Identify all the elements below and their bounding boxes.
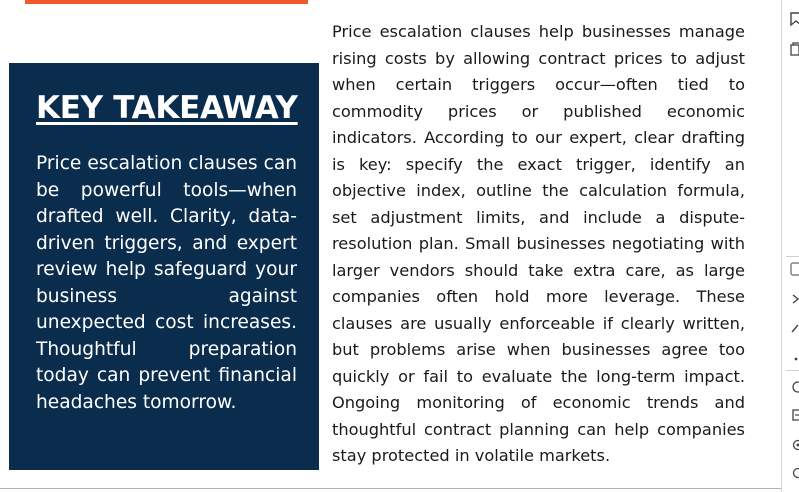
chevron-icon[interactable] (790, 290, 799, 304)
share-icon[interactable] (790, 408, 799, 422)
bookmark-icon[interactable] (790, 12, 799, 26)
arrow-up-icon[interactable] (790, 322, 799, 336)
accent-bar (25, 0, 308, 4)
more-icon[interactable] (790, 352, 799, 366)
settings-icon[interactable] (790, 438, 799, 452)
article-paragraph: Price escalation clauses help businesses manage rising costs by allowing contract prices to adjust when certain triggers occur—often tied to commodity prices or published economic indicators. According to our expert, clear drafting is key: specify the exact trigger, identify an objective index, outline the calculation formula, set adjustment limits, and include a dispute-resolution plan. Small businesses negotiating with larger vendors should take extra care, as large companies often hold more leverage. These clauses are usually enforceable if clearly written, but problems arise when businesses agree too quickly or fail to evaluate the long-term impact. Ongoing monitoring of economic trends and thoughtful contract planning can help companies stay protected in volatile markets. (332, 22, 745, 465)
side-toolbar (781, 0, 799, 492)
expand-icon[interactable] (790, 262, 799, 276)
side-toolbar-divider (786, 370, 799, 371)
key-takeaway-title: KEY TAKEAWAY (36, 90, 298, 126)
info-icon[interactable] (790, 466, 799, 480)
comment-icon[interactable] (790, 380, 799, 394)
key-takeaway-box (9, 63, 319, 470)
side-toolbar-divider (786, 256, 799, 257)
key-takeaway-body: Price escalation clauses can be powerful tools—when drafted well. Clarity, data-driven triggers, and expert review help safeguard your business against unexpected cost increases. Thoughtful preparation today can prevent financial headaches tomorrow. (36, 153, 297, 413)
page-bottom-divider (0, 488, 781, 489)
copy-icon[interactable] (790, 42, 799, 56)
